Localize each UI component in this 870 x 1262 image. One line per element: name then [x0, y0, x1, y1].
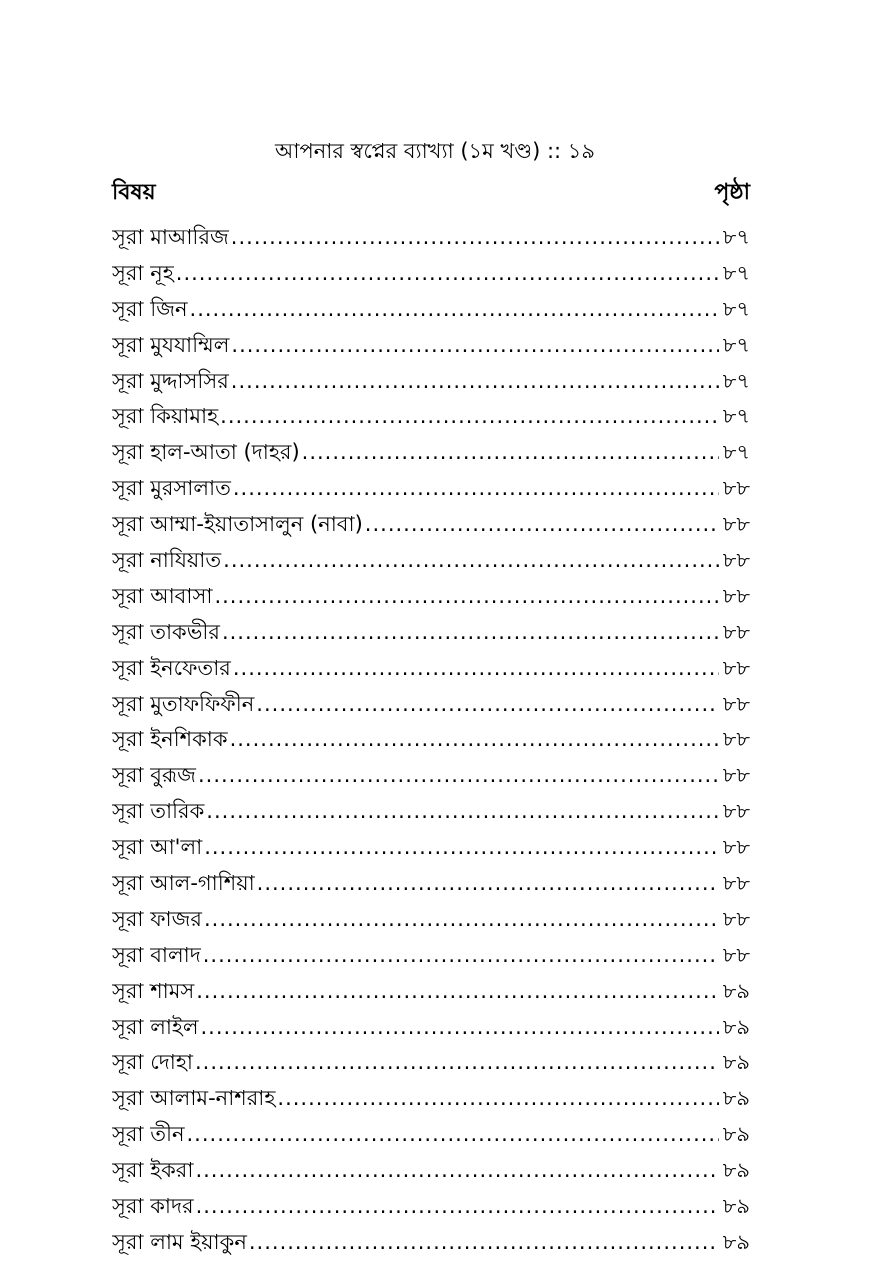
- toc-entry-title: সূরা ফাজর: [112, 906, 202, 931]
- toc-entry: [112, 1045, 750, 1081]
- toc-entry-title: সূরা তাকভীর: [112, 619, 220, 644]
- toc-entry-title: সূরা আম্মা-ইয়াতাসালুন (নাবা): [112, 512, 363, 537]
- dot-leader: [249, 1225, 719, 1261]
- toc-entry-page: ৮৯: [722, 978, 750, 1003]
- toc-entry-page: ৮৭: [722, 225, 750, 249]
- dot-leader: [233, 651, 719, 687]
- toc-entry-page: ৮৮: [722, 583, 750, 608]
- toc-entry: [112, 687, 750, 723]
- toc-entry: [112, 722, 750, 758]
- toc-entry-title: সূরা মুদ্দাসসির: [112, 368, 229, 393]
- toc-entry: [112, 902, 750, 938]
- toc-entry-page: ৮৮: [722, 691, 750, 716]
- toc-entry-title: সূরা শামস: [112, 978, 195, 1003]
- toc-entry: [112, 1081, 750, 1117]
- toc-entry-page: ৮৭: [722, 440, 750, 465]
- dot-leader: [204, 830, 719, 866]
- toc-entry: [112, 1189, 750, 1225]
- toc-entry: [112, 1010, 750, 1046]
- toc-entry-page: ৮৯: [722, 1086, 750, 1111]
- toc-entry: [112, 866, 750, 902]
- toc-entry-title: সূরা দোহা: [112, 1050, 193, 1075]
- toc-entry-page: ৮৯: [722, 1122, 750, 1147]
- dot-leader: [195, 1045, 719, 1081]
- running-title: আপনার স্বপ্নের ব্যাখ্যা (১ম খণ্ড) :: ১৯: [274, 139, 596, 163]
- toc-entry: [112, 364, 750, 400]
- column-headings: [112, 176, 750, 210]
- toc-entry-title: সূরা ইনফেতার: [112, 655, 231, 680]
- toc-entry: [112, 292, 750, 328]
- toc-entry-page: ৮৯: [722, 1050, 750, 1075]
- toc-entry: [112, 830, 750, 866]
- toc-entry-title: সূরা আলাম-নাশরাহ: [112, 1086, 276, 1111]
- dot-leader: [187, 1117, 719, 1153]
- toc-entry-page: ৮৮: [722, 942, 750, 967]
- toc-entry-page: ৮৮: [722, 871, 750, 896]
- dot-leader: [222, 615, 719, 651]
- toc-entry: [112, 543, 750, 579]
- dot-leader: [257, 866, 719, 902]
- toc-entry-page: ৮৭: [722, 404, 750, 429]
- toc-entry-page: ৮৮: [722, 906, 750, 931]
- toc-entry-page: ৮৭: [722, 332, 750, 357]
- toc-entry-title: সূরা জিন: [112, 296, 188, 321]
- dot-leader: [176, 256, 719, 292]
- dot-leader: [231, 328, 718, 364]
- toc-entry: [112, 328, 750, 364]
- toc-entry: [112, 758, 750, 794]
- dot-leader: [233, 471, 719, 507]
- dot-leader: [302, 435, 719, 471]
- toc-entry-page: ৮৭: [722, 260, 750, 285]
- toc-entry: [112, 1117, 750, 1153]
- page-heading: পৃষ্ঠা: [714, 180, 750, 205]
- dot-leader: [231, 364, 719, 400]
- toc-entry-page: ৮৮: [722, 727, 750, 752]
- dot-leader: [203, 938, 719, 974]
- toc-entry-title: সূরা ইনশিকাক: [112, 727, 228, 752]
- toc-entry-title: সূরা মাআরিজ: [112, 225, 229, 249]
- toc-entry-title: সূরা তারিক: [112, 799, 205, 824]
- toc-entry-title: সূরা মুরসালাত: [112, 476, 231, 501]
- table-of-contents: [112, 220, 750, 1261]
- toc-entry-page: ৮৮: [722, 835, 750, 860]
- toc-entry: [112, 399, 750, 435]
- toc-entry-page: ৮৭: [722, 296, 750, 321]
- toc-entry: [112, 651, 750, 687]
- toc-entry-page: ৮৯: [722, 1194, 750, 1219]
- toc-entry-title: সূরা তীন: [112, 1122, 185, 1147]
- dot-leader: [231, 220, 719, 256]
- toc-entry-title: সূরা নাযিয়াত: [112, 548, 222, 573]
- toc-entry-title: সূরা মুযযাম্মিল: [112, 332, 230, 357]
- dot-leader: [277, 1081, 718, 1117]
- toc-entry: [112, 220, 750, 256]
- dot-leader: [204, 902, 719, 938]
- toc-entry: [112, 507, 750, 543]
- toc-entry: [112, 579, 750, 615]
- toc-entry-title: সূরা লাইল: [112, 1014, 199, 1039]
- toc-entry-page: ৮৮: [722, 799, 750, 824]
- toc-entry-title: সূরা লাম ইয়াকুন: [112, 1229, 247, 1254]
- toc-entry-title: সূরা বুরূজ: [112, 763, 196, 788]
- dot-leader: [198, 758, 719, 794]
- toc-entry-page: ৮৭: [722, 368, 750, 393]
- toc-entry-page: ৮৮: [722, 512, 750, 537]
- dot-leader: [196, 1189, 719, 1225]
- toc-entry-title: সূরা ইকরা: [112, 1158, 194, 1183]
- dot-leader: [201, 1010, 719, 1046]
- running-header: [0, 136, 870, 166]
- dot-leader: [195, 1153, 718, 1189]
- toc-entry-page: ৮৯: [722, 1014, 750, 1039]
- toc-entry-page: ৮৮: [722, 655, 750, 680]
- toc-entry-page: ৮৮: [722, 763, 750, 788]
- toc-entry: [112, 435, 750, 471]
- toc-entry-page: ৮৯: [722, 1229, 750, 1254]
- toc-entry-title: সূরা মুতাফফিফীন: [112, 691, 255, 716]
- toc-entry-page: ৮৮: [722, 476, 750, 501]
- dot-leader: [365, 507, 719, 543]
- dot-leader: [256, 687, 718, 723]
- dot-leader: [206, 794, 718, 830]
- toc-entry: [112, 256, 750, 292]
- toc-entry: [112, 938, 750, 974]
- toc-entry-title: সূরা বালাদ: [112, 942, 201, 967]
- dot-leader: [214, 579, 718, 615]
- toc-entry-page: ৮৯: [722, 1158, 750, 1183]
- dot-leader: [223, 543, 719, 579]
- subject-heading: বিষয়: [112, 180, 156, 205]
- toc-entry-title: সূরা কাদর: [112, 1194, 194, 1219]
- toc-entry: [112, 1225, 750, 1261]
- toc-entry-title: সূরা আল-গাশিয়া: [112, 871, 255, 896]
- dot-leader: [190, 292, 719, 328]
- toc-entry: [112, 615, 750, 651]
- toc-entry: [112, 1153, 750, 1189]
- toc-entry: [112, 974, 750, 1010]
- toc-entry-title: সূরা আবাসা: [112, 583, 213, 608]
- toc-entry: [112, 794, 750, 830]
- toc-entry: [112, 471, 750, 507]
- toc-entry-title: সূরা কিয়ামাহ: [112, 404, 219, 429]
- toc-entry-page: ৮৮: [722, 548, 750, 573]
- toc-entry-title: সূরা আ'লা: [112, 835, 203, 860]
- toc-entry-page: ৮৮: [722, 619, 750, 644]
- toc-entry-title: সূরা নূহ: [112, 260, 174, 285]
- dot-leader: [230, 722, 719, 758]
- dot-leader: [220, 399, 719, 435]
- toc-entry-title: সূরা হাল-আতা (দাহর): [112, 440, 300, 465]
- dot-leader: [196, 974, 718, 1010]
